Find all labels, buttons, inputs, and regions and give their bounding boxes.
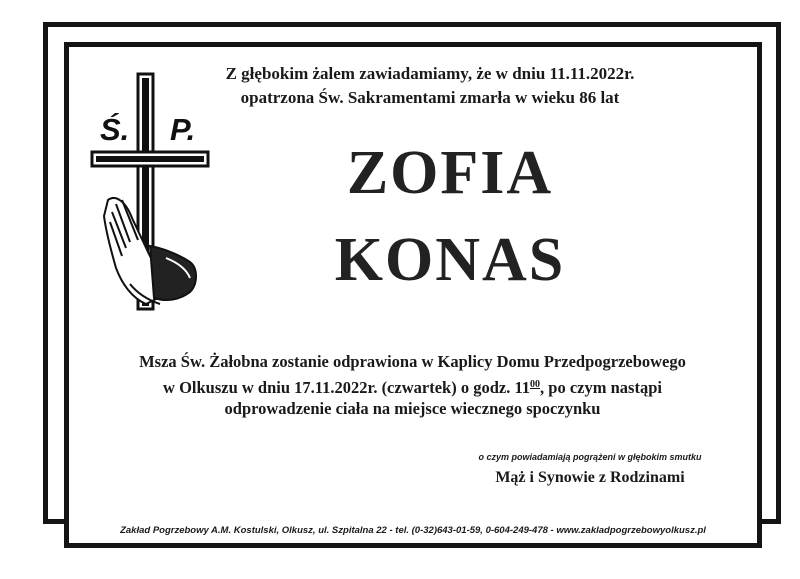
funeral-mass-line-2 <box>60 373 765 399</box>
initial-s: Ś. <box>100 112 130 147</box>
deceased-first-name: ZOFIA <box>346 139 554 207</box>
announcement-line-2: opatrzona Św. Sakramentami zmarła w wieku 86 lat <box>240 88 620 107</box>
funeral-time-minutes: 00 <box>530 379 541 390</box>
funeral-mass-line-3: odprowadzenie ciała na miejsce wiecznego spoczynku <box>224 399 601 418</box>
funeral-home-footer: Zakład Pogrzebowy A.M. Kostulski, Olkusz, ul. Szpitalna 22 - tel. (0-32)643-01-59, 0-604-249-478 - www.zakladpogrzebowyolkusz.pl <box>120 525 706 536</box>
funeral-mass-line-1: Msza Św. Żałobna zostanie odprawiona w Kaplicy Domu Przedpogrzebowego <box>139 352 686 371</box>
announcement-line-1: Z głębokim żalem zawiadamiamy, że w dniu 11.11.2022r. <box>225 64 635 83</box>
funeral-mass-line-2-end: , po czym nastąpi <box>540 378 662 397</box>
deceased-last-name: KONAS <box>334 226 566 294</box>
initial-p: P. <box>170 112 196 147</box>
mourners-notice: o czym powiadamiają pogrążeni w głębokim smutku <box>478 452 702 462</box>
funeral-date-time: w Olkuszu w dniu 17.11.2022r. (czwartek) o godz. 11 <box>163 378 531 397</box>
mourners-family: Mąż i Synowie z Rodzinami <box>495 469 685 486</box>
